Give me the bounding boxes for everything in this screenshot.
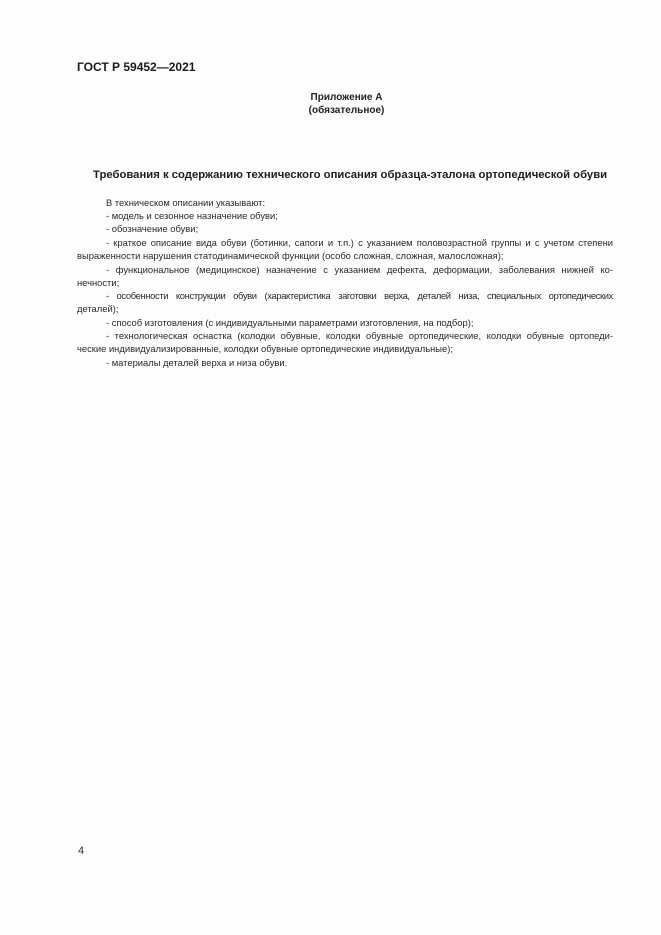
list-item-functional-purpose-cont: нечности; bbox=[77, 277, 120, 288]
paragraph-line: В техническом описании указывают: bbox=[106, 197, 266, 208]
appendix-label-text: Приложение А bbox=[310, 92, 383, 103]
list-item-description-cont: выраженности нарушения статодинамической функции (особо сложная, сложная, малосложная); bbox=[77, 250, 504, 261]
list-item-functional-purpose: - функциональное (медицинское) назначение с указанием дефекта, деформации, заболевания нижней ко- bbox=[106, 264, 613, 275]
document-code-header: ГОСТ Р 59452—2021 bbox=[77, 60, 196, 74]
list-item-designation: - обозначение обуви; bbox=[106, 223, 199, 234]
section-title: Требования к содержанию технического описания образца-эталона ортопедической обуви bbox=[93, 169, 608, 181]
list-item-tooling: - технологическая оснастка (колодки обувные, колодки обувные ортопедические, колодки обувные ортопеди- bbox=[106, 330, 613, 341]
list-item-model: - модель и сезонное назначение обуви; bbox=[106, 210, 278, 221]
list-item-construction: - особенности конструкции обуви (характеристика заготовки верха, деталей низа, специальных ортопедических bbox=[106, 290, 613, 301]
list-item-manufacturing-method: - способ изготовления (с индивидуальными параметрами изготовления, на подбор); bbox=[106, 317, 474, 328]
appendix-status-text: (обязательное) bbox=[308, 105, 385, 116]
list-item-construction-cont: деталей); bbox=[77, 303, 119, 314]
appendix-status bbox=[0, 105, 661, 116]
list-item-description: - краткое описание вида обуви (ботинки, сапоги и т.п.) с указанием половозрастной группы и с учетом степени bbox=[106, 237, 613, 248]
appendix-label bbox=[0, 92, 661, 103]
list-item-materials: - материалы деталей верха и низа обуви. bbox=[106, 357, 288, 368]
list-item-tooling-cont: ческие индивидуализированные, колодки обувные ортопедические индивидуальные); bbox=[77, 343, 453, 354]
page-number: 4 bbox=[78, 845, 85, 857]
